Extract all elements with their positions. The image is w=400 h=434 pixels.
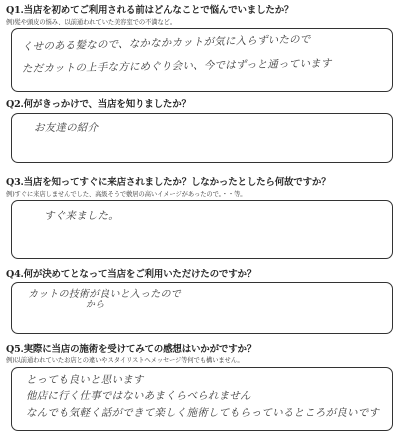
answer-box-4 — [11, 282, 393, 334]
answer-5-line-2: 他店に行く仕事ではないあまくらべられません — [26, 390, 251, 402]
question-3-example: 例)すぐに来店しませんでした、高級そうで敷居の高いイメージがあったので。・・等。 — [6, 191, 247, 198]
answer-3-line-1: すぐ来ました。 — [44, 210, 119, 222]
answer-5-line-1: とっても良いと思います — [26, 374, 144, 386]
answer-5-line-3: なんでも気軽く話ができて楽しく施術してもらっているところが良いです — [26, 407, 380, 419]
question-5-example: 例)以前通われていたお店との違いやスタイリストへメッセージ等何でも構いません。 — [6, 357, 244, 364]
answer-box-1 — [11, 28, 393, 92]
question-2-title: Q2.何がきっかけで、当店を知りましたか？ — [6, 99, 191, 110]
question-4-title: Q4.何が決めてとなって当店をご利用いただけたのですか？ — [6, 269, 257, 280]
answer-box-3 — [11, 200, 393, 259]
answer-4-line-1: カットの技術が良いと入ったので — [28, 289, 181, 300]
answer-1-line-1: くせのある髪なので、なかなかカットが気に入らずいたので — [21, 33, 311, 53]
answer-2-line-1: お友達の紹介 — [34, 122, 99, 134]
question-3-title: Q3.当店を知ってすぐに来店されましたか？しなかったとしたら何故ですか？ — [6, 177, 331, 188]
answer-4-line-2: から — [86, 300, 105, 310]
question-1-example: 例)髪や頭皮の悩み、以前通われていた美容室での不満など。 — [6, 19, 177, 26]
answer-1-line-2: ただカットの上手な方にめぐり会い、今ではずっと通っています — [21, 57, 332, 75]
answer-box-2 — [11, 113, 393, 163]
answer-box-5 — [11, 367, 393, 431]
question-5-title: Q5.実際に当店の施術を受けてみての感想はいかがですか？ — [6, 344, 257, 355]
question-1-title: Q1.当店を初めてご利用される前はどんなことで悩んでいましたか？ — [6, 5, 294, 16]
